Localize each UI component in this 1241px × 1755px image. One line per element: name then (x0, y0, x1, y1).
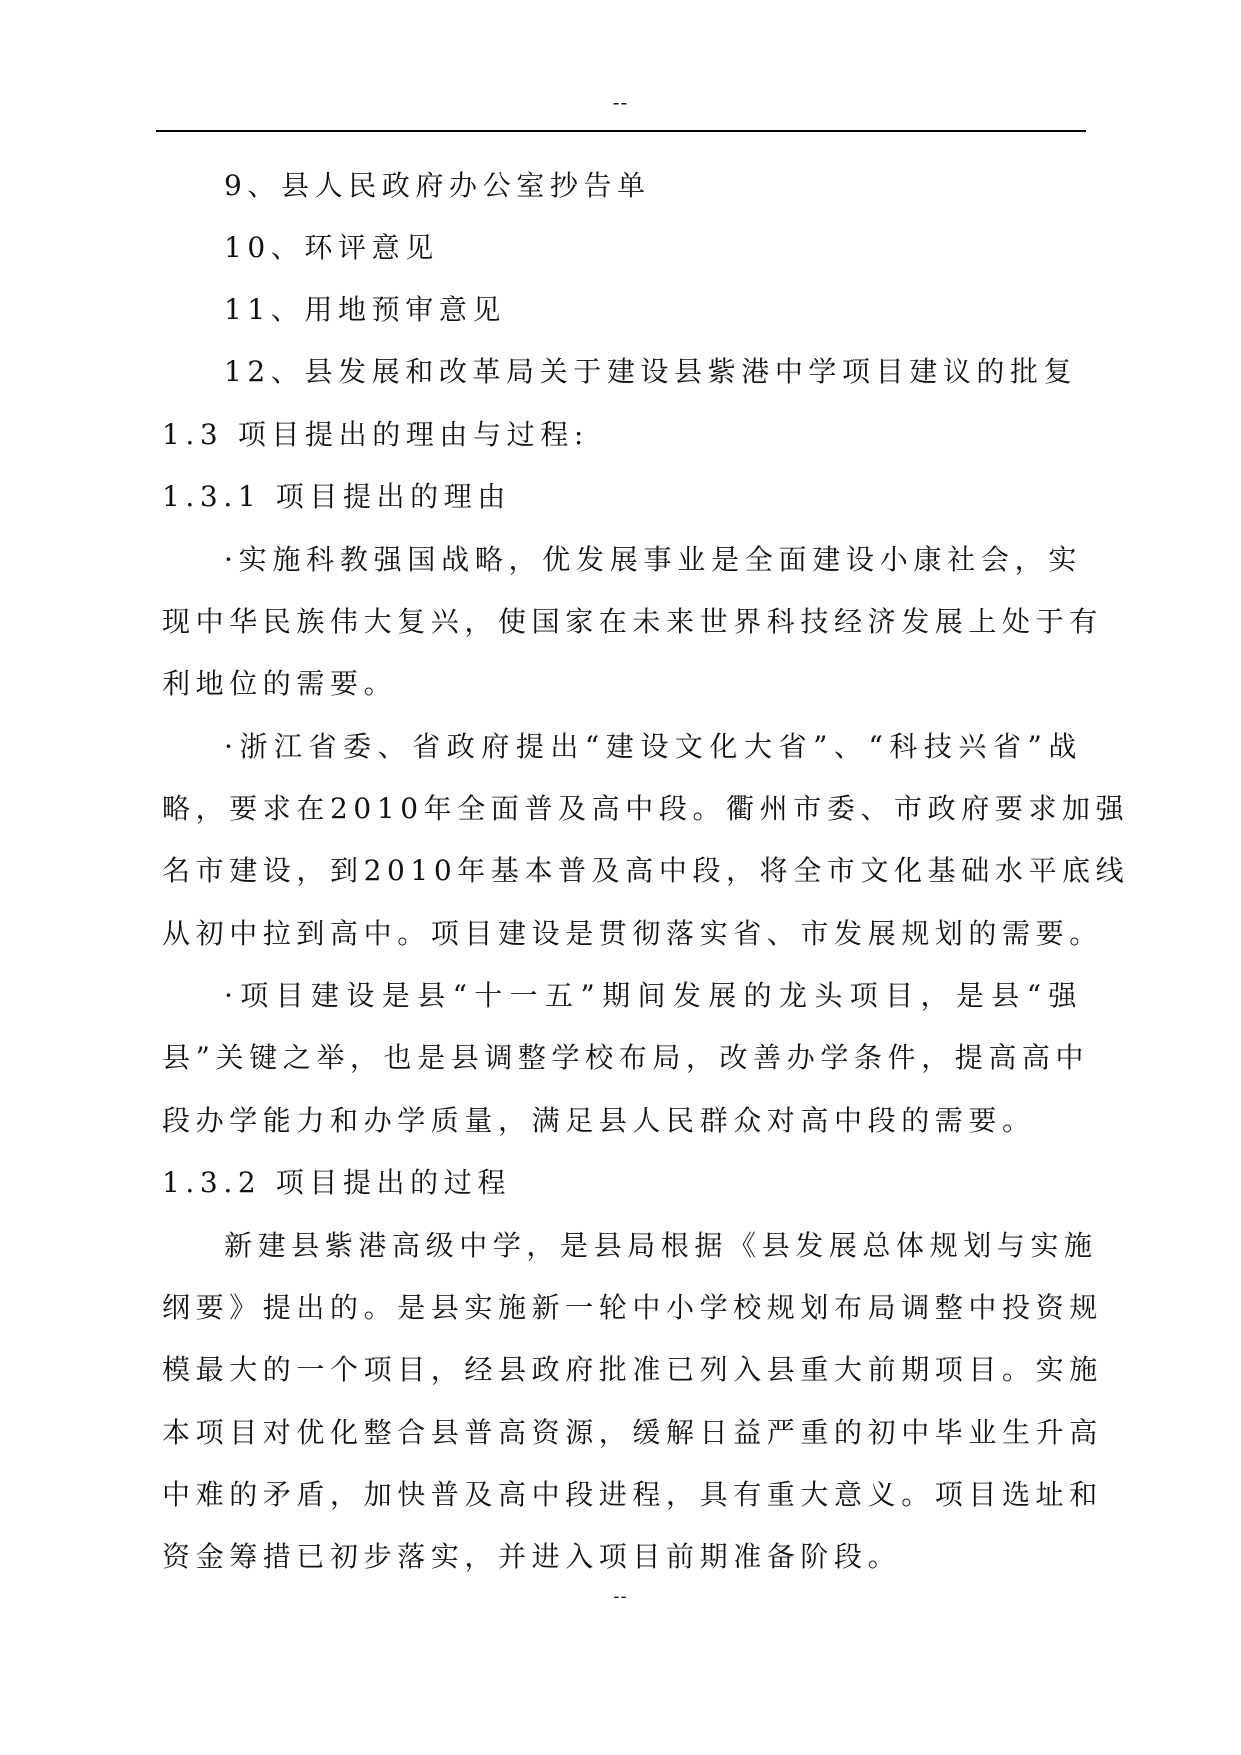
paragraph-line: ·项目建设是县“十一五”期间发展的龙头项目，是县“强 (224, 979, 1082, 1012)
paragraph-line: 纲要》提出的。是县实施新一轮中小学校规划布局调整中投资规 (162, 1291, 1103, 1324)
paragraph-line: ·浙江省委、省政府提出“建设文化大省”、“科技兴省”战 (224, 730, 1082, 763)
page-header-mark: -- (612, 90, 629, 114)
paragraph-line: 利地位的需要。 (162, 667, 398, 700)
page-footer-mark: -- (613, 1586, 628, 1607)
paragraph-line: ·实施科教强国战略，优发展事业是全面建设小康社会，实 (224, 543, 1082, 576)
paragraph-line: 略，要求在2010年全面普及高中段。衢州市委、市政府要求加强 (162, 792, 1130, 825)
list-item-10: 10、环评意见 (224, 231, 439, 264)
list-item-12: 12、县发展和改革局关于建设县紫港中学项目建议的批复 (224, 355, 1078, 388)
paragraph-line: 段办学能力和办学质量，满足县人民群众对高中段的需要。 (162, 1104, 1036, 1137)
paragraph-line: 中难的矛盾，加快普及高中段进程，具有重大意义。项目选址和 (162, 1478, 1103, 1511)
paragraph-line: 从初中拉到高中。项目建设是贯彻落实省、市发展规划的需要。 (162, 917, 1103, 950)
list-item-11: 11、用地预审意见 (224, 293, 507, 326)
section-heading-1-3: 1.3 项目提出的理由与过程: (162, 418, 589, 451)
header-rule (156, 130, 1086, 132)
paragraph-line: 新建县紫港高级中学，是县局根据《县发展总体规划与实施 (224, 1229, 1098, 1262)
paragraph-line: 现中华民族伟大复兴，使国家在未来世界科技经济发展上处于有 (162, 605, 1103, 638)
paragraph-line: 县”关键之举，也是县调整学校布局，改善办学条件，提高高中 (162, 1041, 1090, 1074)
list-item-9: 9、县人民政府办公室抄告单 (224, 169, 651, 202)
paragraph-line: 资金筹措已初步落实，并进入项目前期准备阶段。 (162, 1540, 902, 1573)
paragraph-line: 模最大的一个项目，经县政府批准已列入县重大前期项目。实施 (162, 1353, 1103, 1386)
section-heading-1-3-1: 1.3.1 项目提出的理由 (162, 480, 511, 513)
section-heading-1-3-2: 1.3.2 项目提出的过程 (162, 1166, 511, 1199)
paragraph-line: 本项目对优化整合县普高资源，缓解日益严重的初中毕业生升高 (162, 1416, 1103, 1449)
paragraph-line: 名市建设，到2010年基本普及高中段，将全市文化基础水平底线 (162, 854, 1130, 887)
